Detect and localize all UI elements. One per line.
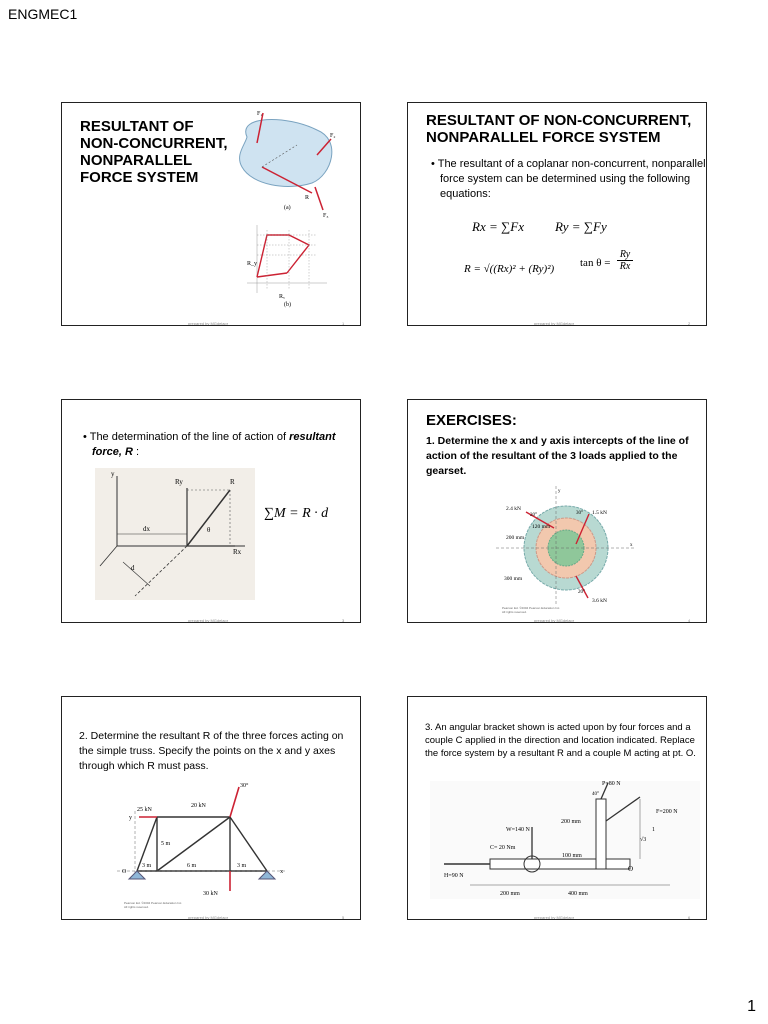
slide-3 xyxy=(61,399,361,623)
footer-by: prepared by MGdelapr xyxy=(188,618,229,623)
slide-2-number: 2 xyxy=(688,321,691,326)
slide-1-number: 1 xyxy=(342,321,345,326)
truss-diagram xyxy=(117,781,287,909)
label-25kn: 25 kN xyxy=(137,807,152,813)
footer-by: prepared by MGdelapr xyxy=(534,618,575,623)
label-3m-a: 3 m xyxy=(142,863,152,869)
slide-6-text: 3. An angular bracket shown is acted upon by four forces and a couple C applied in the direction and location indicated. Replace the force system by a resultant R and a couple M acting at pt. O. xyxy=(425,722,696,759)
label-f1: F₁ xyxy=(257,111,263,117)
gearset-diagram xyxy=(496,486,636,606)
label-theta: θ xyxy=(207,526,211,534)
label-1-5kn: 1.5 kN xyxy=(592,510,607,516)
label-ry: Ry xyxy=(175,478,183,486)
label-dx: dx xyxy=(143,525,150,533)
label-o: O xyxy=(628,865,634,873)
slide-5-number: 5 xyxy=(342,915,345,920)
label-r: R xyxy=(305,195,310,201)
label-40deg: 40° xyxy=(592,792,599,797)
label-rx: Rₓ xyxy=(279,294,285,300)
label-r: R xyxy=(230,478,235,486)
equation-tan-fraction xyxy=(617,249,633,272)
force-diagram-b xyxy=(247,225,327,308)
force-f3-arrow xyxy=(315,187,323,210)
force-diagram-a xyxy=(227,105,347,325)
label-d: d xyxy=(131,564,135,572)
label-h: H=90 N xyxy=(444,873,464,879)
slide-6-number: 6 xyxy=(688,915,691,920)
slide-2-title: RESULTANT OF NON-CONCURRENT, NONPARALLEL FORCE SYSTEM xyxy=(426,112,692,146)
caption-a: (a) xyxy=(284,205,291,211)
label-120mm: 120 mm xyxy=(532,524,551,530)
label-30deg: 30° xyxy=(240,783,249,789)
axis-x: x xyxy=(630,543,633,548)
label-3-6kn: 3.6 kN xyxy=(592,598,607,604)
label-5m: 5 m xyxy=(161,841,171,847)
label-p: P=80 N xyxy=(602,781,621,787)
slide-2 xyxy=(407,102,707,326)
label-200mm-v: 200 mm xyxy=(561,819,581,825)
line-of-action-diagram xyxy=(95,468,255,600)
moment-equation: ∑M = R · d xyxy=(264,506,329,521)
label-sqrt3: √3 xyxy=(640,837,647,843)
label-400mm: 400 mm xyxy=(568,891,588,897)
label-20deg-b: 20° xyxy=(578,590,585,595)
label-30deg: 30° xyxy=(576,511,583,516)
slide-6 xyxy=(407,696,707,920)
slide-4-number: 4 xyxy=(688,618,691,623)
label-w: W=140 N xyxy=(506,827,530,833)
slide-1 xyxy=(61,102,361,326)
label-6m: 6 m xyxy=(187,863,197,869)
force-20kn-arrow xyxy=(230,787,239,817)
slide-4-title: EXERCISES: xyxy=(426,412,517,429)
slide-5 xyxy=(61,696,361,920)
equation-ry: Ry = ∑Fy xyxy=(555,219,607,234)
footer-by: prepared by MGdelapr xyxy=(188,915,229,920)
label-rx: Rx xyxy=(233,548,242,556)
axis-y: y xyxy=(558,489,561,494)
page-number: 1 xyxy=(747,998,756,1015)
label-200mm: 200 mm xyxy=(506,535,525,541)
label-ry: R_y xyxy=(247,261,258,267)
label-200mm-h: 200 mm xyxy=(500,891,520,897)
tan-numerator: Ry xyxy=(617,249,633,261)
label-f: F=200 N xyxy=(656,809,678,815)
label-c: C= 20 Nm xyxy=(490,845,516,851)
label-20kn: 20 kN xyxy=(191,803,206,809)
slide-4-copyright: Pearson Ed. ©2004 Pearson Education Inc. All rights reserved. xyxy=(502,606,561,614)
label-30kn: 30 kN xyxy=(203,891,218,897)
slide-2-bullet: • The resultant of a coplanar non-concurrent, nonparallel force system can be determined using the following equations: xyxy=(431,158,706,200)
slide-4 xyxy=(407,399,707,623)
footer-by: prepared by MGdelapr xyxy=(188,321,229,326)
equation-rx: Rx = ∑Fx xyxy=(472,219,524,234)
footer-by: prepared by MGdelapr xyxy=(534,321,575,326)
footer-by: prepared by MGdelapr xyxy=(534,915,575,920)
label-100mm: 100 mm xyxy=(562,853,582,859)
label-300mm: 300 mm xyxy=(504,576,523,582)
label-x: x xyxy=(280,869,283,875)
label-3m-b: 3 m xyxy=(237,863,247,869)
label-f2: F₂ xyxy=(330,133,336,139)
label-20deg-a: 20° xyxy=(530,513,537,518)
label-2-4kn: 2.4 kN xyxy=(506,506,521,512)
slide-5-copyright: Pearson Ed. ©2004 Pearson Education Inc. All rights reserved. xyxy=(124,901,183,909)
label-f3: F₃ xyxy=(323,213,329,219)
slide-5-text: 2. Determine the resultant R of the three forces acting on the simple truss. Specify the points on the x and y axes through which R must pass. xyxy=(79,730,344,772)
slide-3-bullet: • The determination of the line of action of resultant force, R : xyxy=(83,431,336,458)
label-y: y xyxy=(129,815,132,821)
caption-b: (b) xyxy=(284,302,291,308)
slide-4-text: 1. Determine the x and y axis intercepts of the line of action of the resultant of the 3 loads applied to the gearset. xyxy=(426,435,689,477)
equation-tan-lhs: tan θ = xyxy=(580,257,611,269)
bracket-diagram xyxy=(430,781,700,899)
tan-denominator: Rx xyxy=(619,261,631,272)
slide-3-number: 3 xyxy=(342,618,345,623)
label-o: O xyxy=(122,869,127,875)
axis-y-label: y xyxy=(111,470,115,478)
document-header: ENGMEC1 xyxy=(8,6,78,22)
label-one: 1 xyxy=(652,827,655,833)
equation-r: R = √((Rx)² + (Ry)²) xyxy=(464,263,555,275)
slide-1-title: RESULTANT OF NON-CONCURRENT, NONPARALLEL FORCE SYSTEM xyxy=(80,118,228,186)
